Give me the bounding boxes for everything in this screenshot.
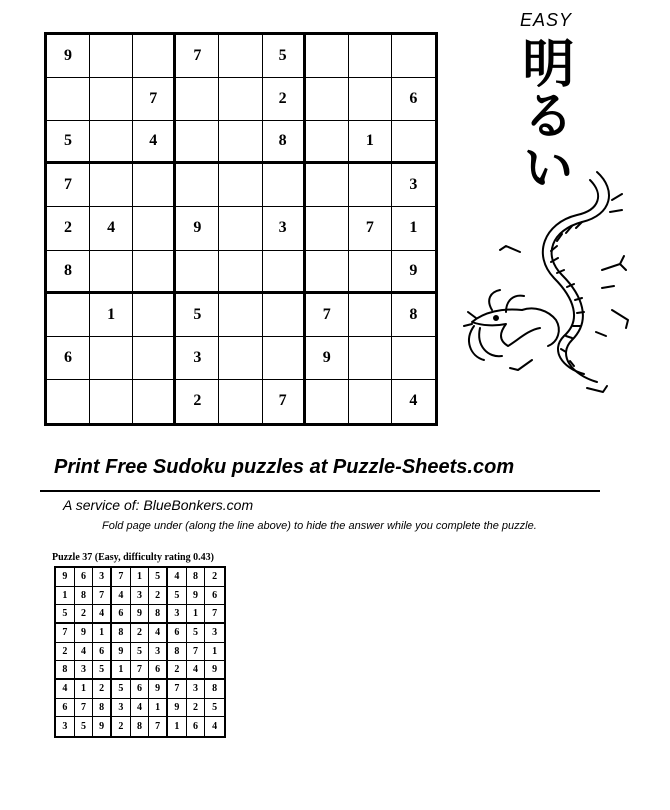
answer-cell: 9 xyxy=(149,680,168,699)
answer-cell: 9 xyxy=(187,587,206,606)
sudoku-cell[interactable] xyxy=(306,207,349,250)
answer-cell: 7 xyxy=(93,587,112,606)
sudoku-cell[interactable] xyxy=(133,294,176,337)
answer-cell: 1 xyxy=(75,680,94,699)
sudoku-cell[interactable] xyxy=(349,35,392,78)
sudoku-cell[interactable]: 2 xyxy=(47,207,90,250)
answer-cell: 1 xyxy=(168,717,187,736)
sudoku-cell[interactable] xyxy=(349,294,392,337)
sudoku-cell[interactable]: 9 xyxy=(47,35,90,78)
answer-cell: 7 xyxy=(168,680,187,699)
answer-cell: 3 xyxy=(75,661,94,680)
answer-cell: 1 xyxy=(131,568,150,587)
sudoku-cell[interactable] xyxy=(47,380,90,423)
answer-cell: 2 xyxy=(56,643,75,662)
sudoku-cell[interactable]: 7 xyxy=(263,380,306,423)
sudoku-cell[interactable] xyxy=(219,207,262,250)
sudoku-cell[interactable]: 8 xyxy=(47,251,90,294)
answer-cell: 4 xyxy=(93,605,112,624)
sudoku-cell[interactable] xyxy=(263,251,306,294)
sudoku-cell[interactable]: 1 xyxy=(392,207,435,250)
sudoku-cell[interactable]: 2 xyxy=(263,78,306,121)
answer-cell: 5 xyxy=(187,624,206,643)
answer-cell: 1 xyxy=(205,643,224,662)
answer-cell: 6 xyxy=(112,605,131,624)
answer-grid xyxy=(54,566,226,738)
answer-cell: 6 xyxy=(187,717,206,736)
sudoku-cell[interactable] xyxy=(176,78,219,121)
answer-cell: 7 xyxy=(75,699,94,718)
answer-cell: 5 xyxy=(205,699,224,718)
sudoku-cell[interactable] xyxy=(47,294,90,337)
answer-cell: 8 xyxy=(149,605,168,624)
sudoku-cell[interactable] xyxy=(90,121,133,164)
sudoku-cell[interactable]: 4 xyxy=(409,392,418,410)
sudoku-cell[interactable] xyxy=(90,78,133,121)
sudoku-cell[interactable] xyxy=(306,78,349,121)
fold-instruction: Fold page under (along the line above) to hide the answer while you complete the puzzle. xyxy=(102,520,537,532)
answer-cell: 5 xyxy=(56,605,75,624)
sudoku-cell[interactable]: 4 xyxy=(90,207,133,250)
sudoku-cell[interactable] xyxy=(392,337,435,380)
answer-cell: 5 xyxy=(112,680,131,699)
sudoku-cell[interactable] xyxy=(133,251,176,294)
answer-cell: 7 xyxy=(149,717,168,736)
answer-title: Puzzle 37 (Easy, difficulty rating 0.43) xyxy=(52,552,214,563)
answer-cell: 7 xyxy=(112,568,131,587)
sudoku-cell[interactable]: 8 xyxy=(392,294,435,337)
sudoku-cell[interactable] xyxy=(219,164,262,207)
kanji-title: 明るい xyxy=(513,36,574,192)
answer-cell: 1 xyxy=(56,587,75,606)
answer-cell: 5 xyxy=(149,568,168,587)
answer-cell: 8 xyxy=(112,624,131,643)
answer-cell: 6 xyxy=(149,661,168,680)
sudoku-cell[interactable]: 4 xyxy=(133,121,176,164)
answer-cell: 8 xyxy=(93,699,112,718)
answer-cell: 6 xyxy=(168,624,187,643)
answer-cell: 5 xyxy=(131,643,150,662)
answer-cell: 4 xyxy=(212,721,218,733)
answer-cell: 8 xyxy=(168,643,187,662)
sudoku-cell[interactable]: 7 xyxy=(306,294,349,337)
answer-cell: 2 xyxy=(93,680,112,699)
dragon-icon xyxy=(462,160,642,400)
answer-cell: 1 xyxy=(112,661,131,680)
sudoku-cell[interactable] xyxy=(90,251,133,294)
sudoku-cell[interactable]: 5 xyxy=(176,294,219,337)
answer-cell: 4 xyxy=(149,624,168,643)
sudoku-cell[interactable] xyxy=(392,35,435,78)
sudoku-cell[interactable] xyxy=(263,337,306,380)
sudoku-cell[interactable]: 3 xyxy=(263,207,306,250)
sudoku-cell[interactable]: 1 xyxy=(349,121,392,164)
answer-cell: 2 xyxy=(149,587,168,606)
sudoku-cell[interactable] xyxy=(219,251,262,294)
answer-cell: 3 xyxy=(112,699,131,718)
answer-cell: 2 xyxy=(75,605,94,624)
sudoku-cell[interactable] xyxy=(392,121,435,164)
sudoku-cell[interactable]: 8 xyxy=(263,121,306,164)
answer-cell: 9 xyxy=(56,568,75,587)
sudoku-cell[interactable] xyxy=(306,164,349,207)
answer-cell: 4 xyxy=(112,587,131,606)
answer-cell: 7 xyxy=(187,643,206,662)
sudoku-cell[interactable] xyxy=(349,164,392,207)
difficulty-label: EASY xyxy=(520,10,573,30)
sudoku-cell[interactable] xyxy=(90,380,133,423)
sudoku-cell[interactable]: 6 xyxy=(47,337,90,380)
sudoku-cell[interactable] xyxy=(306,251,349,294)
sudoku-cell[interactable]: 7 xyxy=(133,78,176,121)
answer-cell: 3 xyxy=(149,643,168,662)
sudoku-cell[interactable]: 2 xyxy=(176,380,219,423)
answer-cell: 7 xyxy=(56,624,75,643)
answer-cell: 9 xyxy=(93,717,112,736)
sudoku-cell[interactable] xyxy=(349,337,392,380)
answer-cell: 6 xyxy=(75,568,94,587)
answer-cell: 1 xyxy=(149,699,168,718)
answer-cell: 4 xyxy=(168,568,187,587)
answer-cell: 3 xyxy=(168,605,187,624)
answer-cell: 8 xyxy=(56,661,75,680)
answer-cell: 1 xyxy=(93,624,112,643)
sudoku-cell[interactable] xyxy=(219,121,262,164)
sudoku-cell[interactable] xyxy=(349,78,392,121)
answer-cell: 7 xyxy=(205,605,224,624)
sudoku-cell[interactable] xyxy=(219,294,262,337)
service-text: A service of: BlueBonkers.com xyxy=(63,497,254,513)
sudoku-cell[interactable] xyxy=(133,207,176,250)
answer-cell: 3 xyxy=(93,568,112,587)
answer-cell: 3 xyxy=(131,587,150,606)
sudoku-cell[interactable]: 9 xyxy=(392,251,435,294)
sudoku-cell[interactable]: 3 xyxy=(176,337,219,380)
sudoku-cell[interactable] xyxy=(219,380,262,423)
sudoku-cell[interactable] xyxy=(219,78,262,121)
sudoku-cell[interactable] xyxy=(306,380,349,423)
sudoku-cell[interactable] xyxy=(306,121,349,164)
sudoku-cell[interactable]: 9 xyxy=(176,207,219,250)
sudoku-cell[interactable] xyxy=(133,35,176,78)
answer-cell: 9 xyxy=(112,643,131,662)
fold-line xyxy=(40,490,600,492)
answer-cell: 4 xyxy=(56,680,75,699)
answer-cell: 5 xyxy=(168,587,187,606)
sudoku-cell[interactable] xyxy=(263,164,306,207)
answer-cell: 5 xyxy=(75,717,94,736)
sudoku-cell[interactable] xyxy=(349,380,392,423)
answer-cell: 6 xyxy=(56,699,75,718)
answer-cell: 6 xyxy=(205,587,224,606)
answer-cell: 4 xyxy=(187,661,206,680)
sudoku-cell[interactable] xyxy=(219,337,262,380)
sudoku-cell[interactable]: 7 xyxy=(176,35,219,78)
sudoku-cell[interactable]: 1 xyxy=(90,294,133,337)
answer-cell: 2 xyxy=(112,717,131,736)
answer-cell: 9 xyxy=(168,699,187,718)
answer-cell: 8 xyxy=(205,680,224,699)
sudoku-cell[interactable] xyxy=(133,164,176,207)
answer-cell: 8 xyxy=(187,568,206,587)
sudoku-cell[interactable] xyxy=(349,251,392,294)
sudoku-cell[interactable]: 3 xyxy=(392,164,435,207)
sudoku-cell[interactable] xyxy=(306,35,349,78)
sudoku-cell[interactable]: 7 xyxy=(349,207,392,250)
sudoku-cell[interactable] xyxy=(90,35,133,78)
sudoku-puzzle-grid xyxy=(44,32,438,426)
answer-cell: 5 xyxy=(93,661,112,680)
answer-cell: 6 xyxy=(131,680,150,699)
answer-cell: 9 xyxy=(205,661,224,680)
answer-cell: 8 xyxy=(75,587,94,606)
answer-cell: 3 xyxy=(205,624,224,643)
answer-cell: 3 xyxy=(187,680,206,699)
sudoku-cell[interactable] xyxy=(90,164,133,207)
answer-cell: 2 xyxy=(205,568,224,587)
sudoku-cell[interactable] xyxy=(219,35,262,78)
sudoku-cell[interactable]: 6 xyxy=(392,78,435,121)
answer-cell: 3 xyxy=(56,717,75,736)
sudoku-cell[interactable]: 9 xyxy=(306,337,349,380)
sudoku-cell[interactable] xyxy=(176,164,219,207)
sudoku-cell[interactable] xyxy=(90,337,133,380)
answer-cell: 8 xyxy=(131,717,150,736)
answer-cell: 1 xyxy=(187,605,206,624)
sudoku-cell[interactable] xyxy=(133,337,176,380)
sudoku-cell[interactable] xyxy=(176,121,219,164)
sudoku-cell[interactable] xyxy=(47,78,90,121)
answer-cell: 7 xyxy=(131,661,150,680)
answer-cell: 9 xyxy=(75,624,94,643)
answer-cell: 4 xyxy=(131,699,150,718)
answer-cell: 4 xyxy=(75,643,94,662)
sudoku-cell[interactable] xyxy=(263,294,306,337)
sudoku-cell[interactable] xyxy=(176,251,219,294)
sudoku-cell[interactable]: 7 xyxy=(47,164,90,207)
sudoku-cell[interactable]: 5 xyxy=(263,35,306,78)
answer-cell: 2 xyxy=(168,661,187,680)
answer-cell: 2 xyxy=(187,699,206,718)
promo-text: Print Free Sudoku puzzles at Puzzle-Sheets.com xyxy=(54,456,515,478)
sudoku-cell[interactable] xyxy=(133,380,176,423)
answer-cell: 2 xyxy=(131,624,150,643)
answer-cell: 6 xyxy=(93,643,112,662)
answer-cell: 9 xyxy=(131,605,150,624)
sudoku-cell[interactable]: 5 xyxy=(47,121,90,164)
